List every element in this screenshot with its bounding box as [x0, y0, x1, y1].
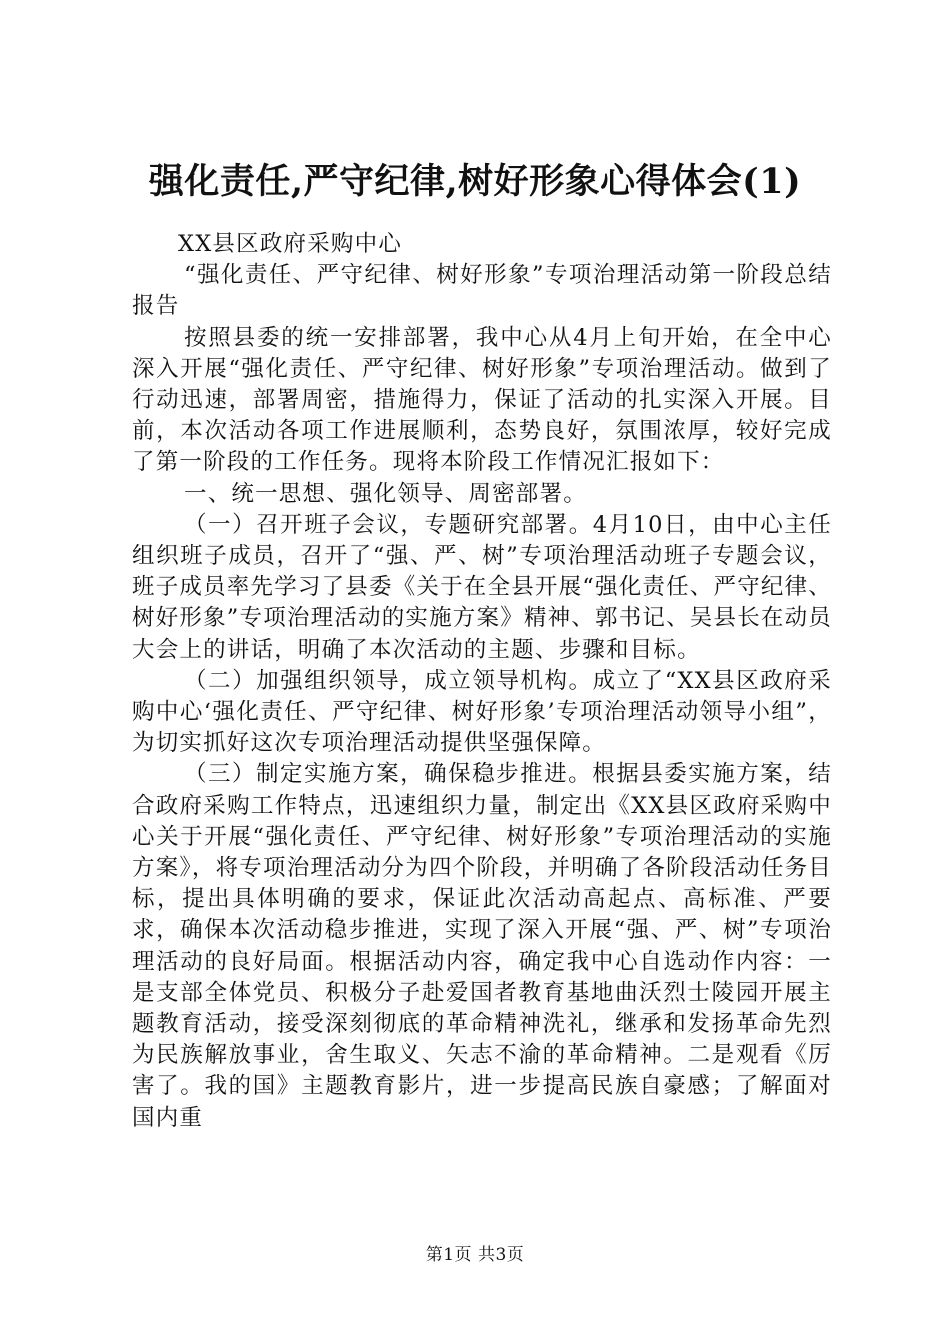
- document-title: 强化责任,严守纪律,树好形象心得体会(1): [148, 161, 802, 202]
- paragraph-item-one: （一）召开班子会议，专题研究部署。4月10日，由中心主任组织班子成员，召开了“强、严、树”专项治理活动班子专题会议，班子成员率先学习了县委《关于在全县开展“强化责任、严守纪律、树好形象”专项治理活动的实施方案》精神、郭书记、吴县长在动员大会上的讲话，明确了本次活动的主题、步骤和目标。: [132, 511, 833, 663]
- paragraph-intro: 按照县委的统一安排部署，我中心从4月上旬开始，在全中心深入开展“强化责任、严守纪律、树好形象”专项治理活动。做到了行动迅速，部署周密，措施得力，保证了活动的扎实深入开展。目前，本次活动各项工作进展顺利，态势良好，氛围浓厚，较好完成了第一阶段的工作任务。现将本阶段工作情况汇报如下：: [132, 324, 832, 476]
- paragraph-organization: XX县区政府采购中心: [178, 231, 403, 257]
- paragraph-report-heading: “强化责任、严守纪律、树好形象”专项治理活动第一阶段总结报告: [132, 262, 832, 320]
- page-indicator: 第1页 共3页: [425, 1245, 525, 1265]
- document-body: [132, 229, 832, 1134]
- paragraph-item-three: （三）制定实施方案，确保稳步推进。根据县委实施方案，结合政府采购工作特点，迅速组织力量，制定出《XX县区政府采购中心关于开展“强化责任、严守纪律、树好形象”专项治理活动的实施方案》，将专项治理活动分为四个阶段，并明确了各阶段活动任务目标，提出具体明确的要求，保证此次活动高起点、高标准、严要求，确保本次活动稳步推进，实现了深入开展“强、严、树”专项治理活动的良好局面。根据活动内容，确定我中心自选动作内容：一是支部全体党员、积极分子赴爱国者教育基地曲沃烈士陵园开展主题教育活动，接受深刻彻底的革命精神洗礼，继承和发扬革命先烈为民族解放事业，舍生取义、矢志不渝的革命精神。二是观看《厉害了。我的国》主题教育影片，进一步提高民族自豪感；了解面对国内重: [132, 761, 832, 1131]
- paragraph-section-one: 一、统一思想、强化领导、周密部署。: [184, 480, 587, 507]
- paragraph-item-two: （二）加强组织领导，成立领导机构。成立了“XX县区政府采购中心‘强化责任、严守纪律、树好形象’专项治理活动领导小组”，为切实抓好这次专项治理活动提供坚强保障。: [132, 667, 832, 757]
